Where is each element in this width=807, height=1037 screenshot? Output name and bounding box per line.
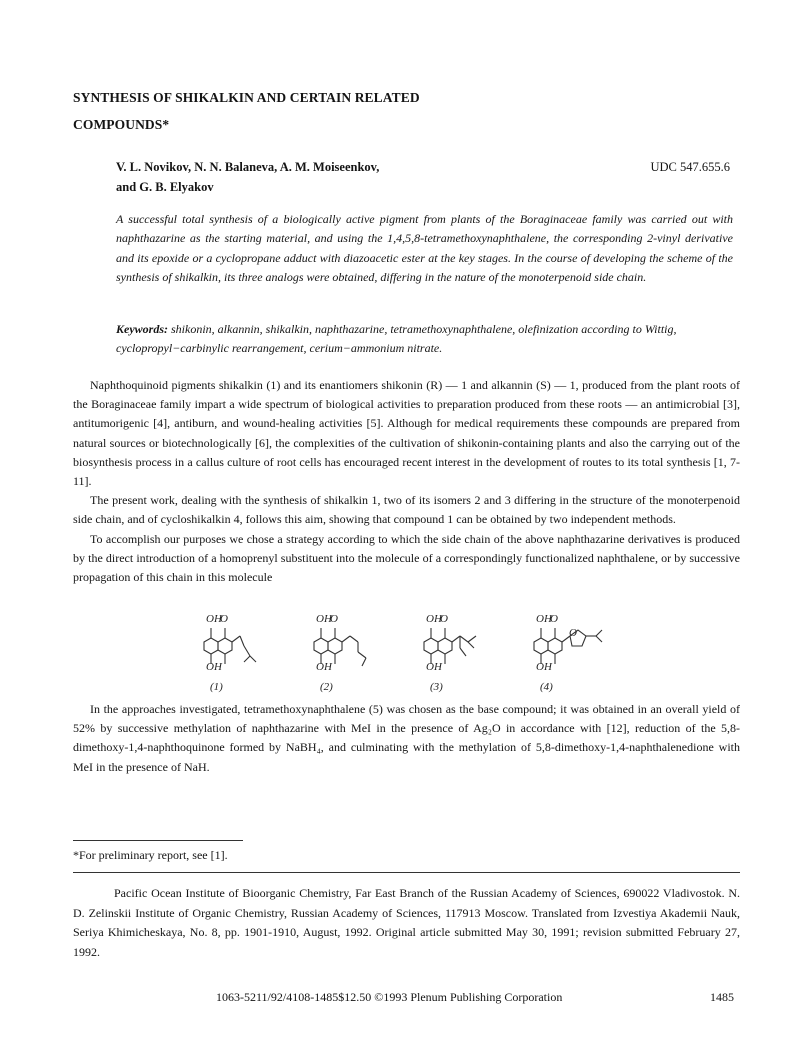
body-text-upper [73,376,740,587]
structure-label-2: (2) [320,681,333,693]
paragraph-2: The present work, dealing with the synthesis of shikalkin 1, two of its isomers 2 and 3 differing in the structure of the monoterpenoid side chain, and of cycloshikalkin 4, follows this aim, showing that compound 1 can be obtained by two independent methods. [73,493,740,527]
atom-label: OH [316,661,332,673]
footnote: *For preliminary report, see [1]. [73,848,228,862]
atom-label: OH [316,613,332,625]
atom-label: OH [426,613,442,625]
affiliation-divider [73,872,740,873]
udc-code: UDC 547.655.6 [650,160,730,174]
paragraph-3: To accomplish our purposes we chose a strategy according to which the side chain of the above naphthazarine derivatives is produced by the direct introduction of a homoprenyl substituent into the molecule of a correspondingly functionalized naphthalene, or by successive propagation of this chain in this molecule [73,531,740,585]
chemical-structures-figure [180,608,640,696]
atom-label: OH [426,661,442,673]
footnote-divider [73,840,243,841]
article-title [73,84,673,138]
keywords-text: shikonin, alkannin, shikalkin, naphthazarine, tetramethoxynaphthalene, olefinization according to Wittig, cyclopropyl−carbinylic rearrangement, cerium−ammonium nitrate. [116,322,677,356]
paragraph-4: In the approaches investigated, tetramethoxynaphthalene (5) was chosen as the base compound; it was obtained in an overall yield of 52% by successive methylation of naphthazarine with MeI in the presence of Ag₂O in accordance with [12], reduction of the 5,8-dimethoxy-1,4-naphthoquinone formed by NaBH₄, and culminating with the methylation of 5,8-dimethoxy-1,4-naphthalenedione with MeI in the presence of NaH. [73,702,740,774]
atom-label: O [220,613,228,625]
affiliation-block [73,884,740,962]
structures-drawing [180,608,640,696]
affiliation-text: Pacific Ocean Institute of Bioorganic Chemistry, Far East Branch of the Russian Academy of Sciences, 690022 Vladivostok. N. D. Zelinskii Institute of Organic Chemistry, Russian Academy of Sciences, 117913 Moscow. Translated from Izvestiya Akademii Nauk, Seriya Khimicheskaya, No. 8, pp. 1901-1910, August, 1992. Original article submitted May 30, 1991; revision submitted February 27, 1992. [73,886,740,959]
authors-line-2: and G. B. Elyakov [116,180,214,194]
keywords [116,320,733,359]
page-number: 1485 [710,990,734,1004]
atom-label: O [569,627,577,639]
title-line-1: SYNTHESIS OF SHIKALKIN AND CERTAIN RELATED [73,90,420,105]
atom-label: OH [536,661,552,673]
keywords-label: Keywords: [116,322,168,336]
title-line-2: COMPOUNDS* [73,117,170,132]
paragraph-1: Naphthoquinoid pigments shikalkin (1) and its enantiomers shikonin (R) — 1 and alkannin (S) — 1, produced from the plant roots of the Boraginaceae family impart a wide spectrum of biological activities to preparation produced from these roots — an antimicrobial [3], antitumorigenic [4], antiburn, and wound-healing activities [5]. Although for medical requirements these compounds are prepared from natural sources or biotechnologically [6], the complexities of the cultivation of shikonin-containing plants and also the carrying out of the biosynthesis process in a callus culture of root cells has encouraged recent interest in the development of routes to its total synthesis [1, 7-11]. [73,378,740,489]
body-text-lower [73,700,740,777]
author-list [116,157,576,197]
atom-label: O [440,613,448,625]
structure-label-1: (1) [210,681,223,693]
atom-label: OH [206,613,222,625]
abstract: A successful total synthesis of a biologically active pigment from plants of the Boraginaceae family was carried out with naphthazarine as the starting material, and using the 1,4,5,8-tetramethoxynaphthalene, the corresponding 2-vinyl derivative and its epoxide or a cyclopropane adduct with diazoacetic ester at the key stages. In the course of developing the scheme of the synthesis of shikalkin, its three analogs were obtained, differing in the nature of the monoterpenoid side chain. [116,212,733,285]
publication-code: 1063-5211/92/4108-1485$12.50 ©1993 Plenum Publishing Corporation [216,990,563,1004]
atom-label: O [550,613,558,625]
structure-label-4: (4) [540,681,553,693]
structure-label-3: (3) [430,681,443,693]
authors-line-1: V. L. Novikov, N. N. Balaneva, A. M. Moiseenkov, [116,160,380,174]
atom-label: O [330,613,338,625]
atom-label: OH [206,661,222,673]
atom-label: OH [536,613,552,625]
